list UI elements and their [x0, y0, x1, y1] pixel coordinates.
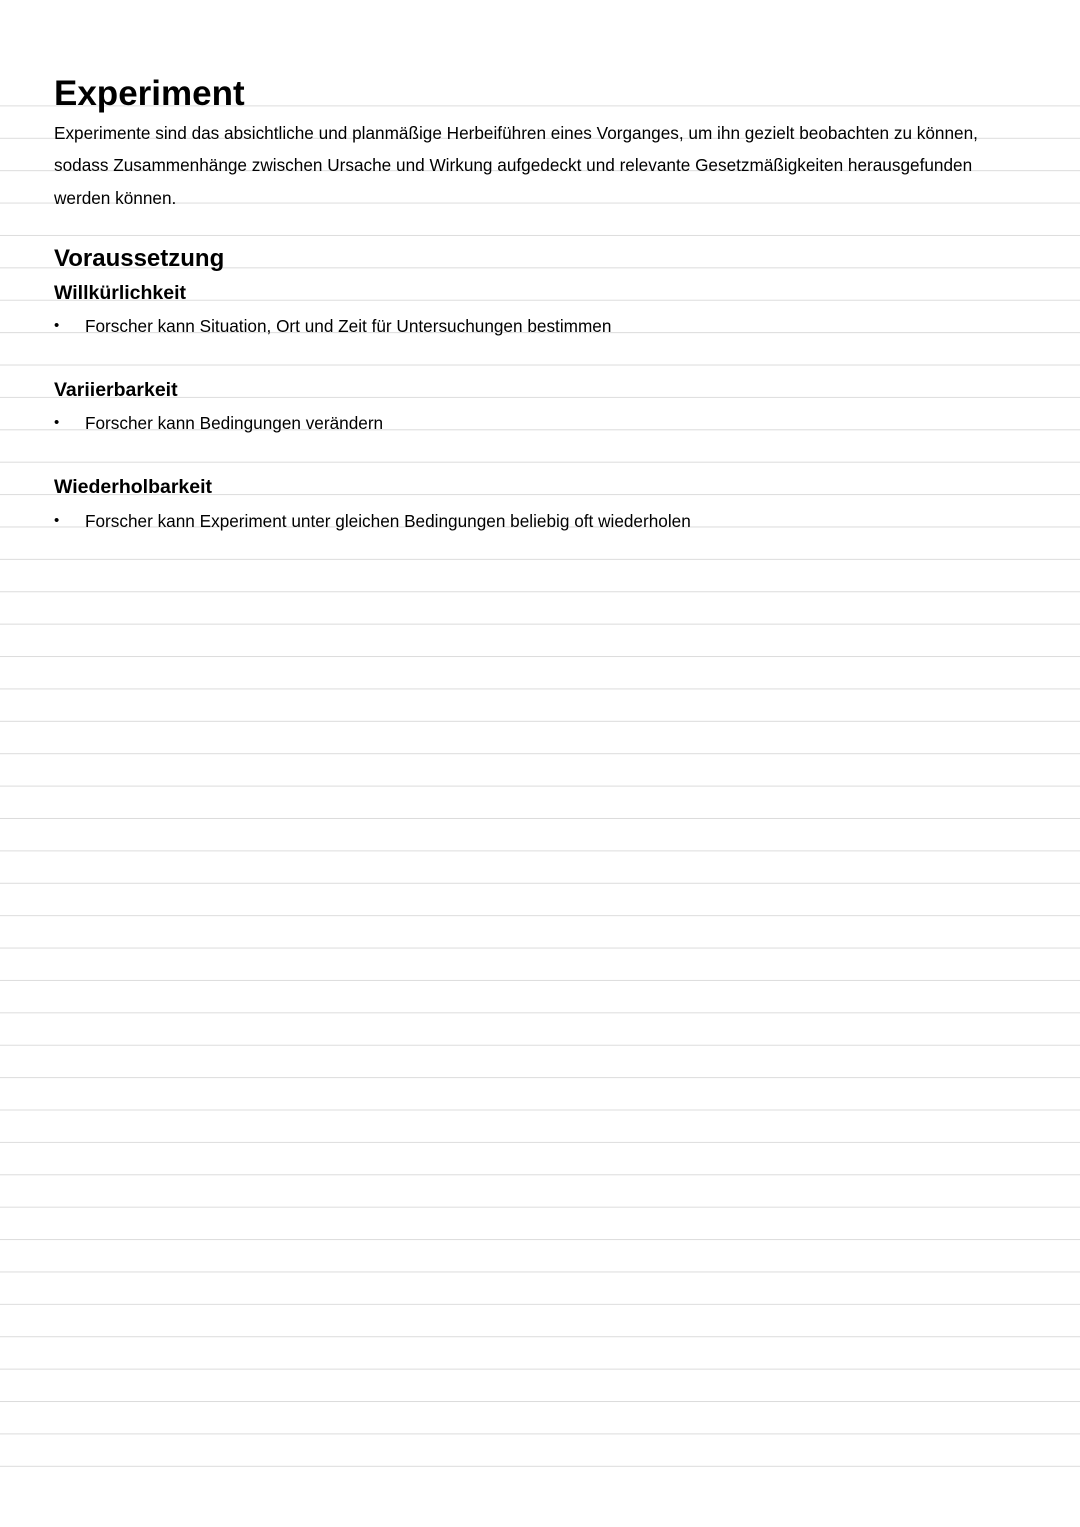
intro-line: werden können.: [54, 187, 177, 208]
intro-line: Experimente sind das absichtliche und planmäßige Herbeiführen eines Vorganges, um ihn gezielt beobachten zu können,: [54, 123, 978, 143]
criterion-heading-variierbarkeit: Variierbarkeit: [54, 379, 178, 401]
bullet-icon: •: [54, 512, 60, 529]
bullet-icon: •: [54, 317, 60, 334]
section-title-voraussetzung: Voraussetzung: [54, 245, 225, 272]
criterion-heading-wiederholbarkeit: Wiederholbarkeit: [54, 476, 213, 498]
bullet-text: Forscher kann Experiment unter gleichen Bedingungen beliebig oft wiederholen: [85, 511, 691, 531]
intro-line: sodass Zusammenhänge zwischen Ursache und Wirkung aufgedeckt und relevante Gesetzmäßigkeiten herausgefunden: [54, 155, 973, 176]
criterion-heading-willkuerlichkeit: Willkürlichkeit: [54, 282, 187, 304]
bullet-icon: •: [54, 414, 60, 431]
intro-paragraph: [54, 117, 1029, 214]
bullet-text: Forscher kann Situation, Ort und Zeit für Untersuchungen bestimmen: [85, 316, 612, 336]
bullet-text: Forscher kann Bedingungen verändern: [85, 413, 384, 433]
page-title: Experiment: [54, 74, 245, 113]
